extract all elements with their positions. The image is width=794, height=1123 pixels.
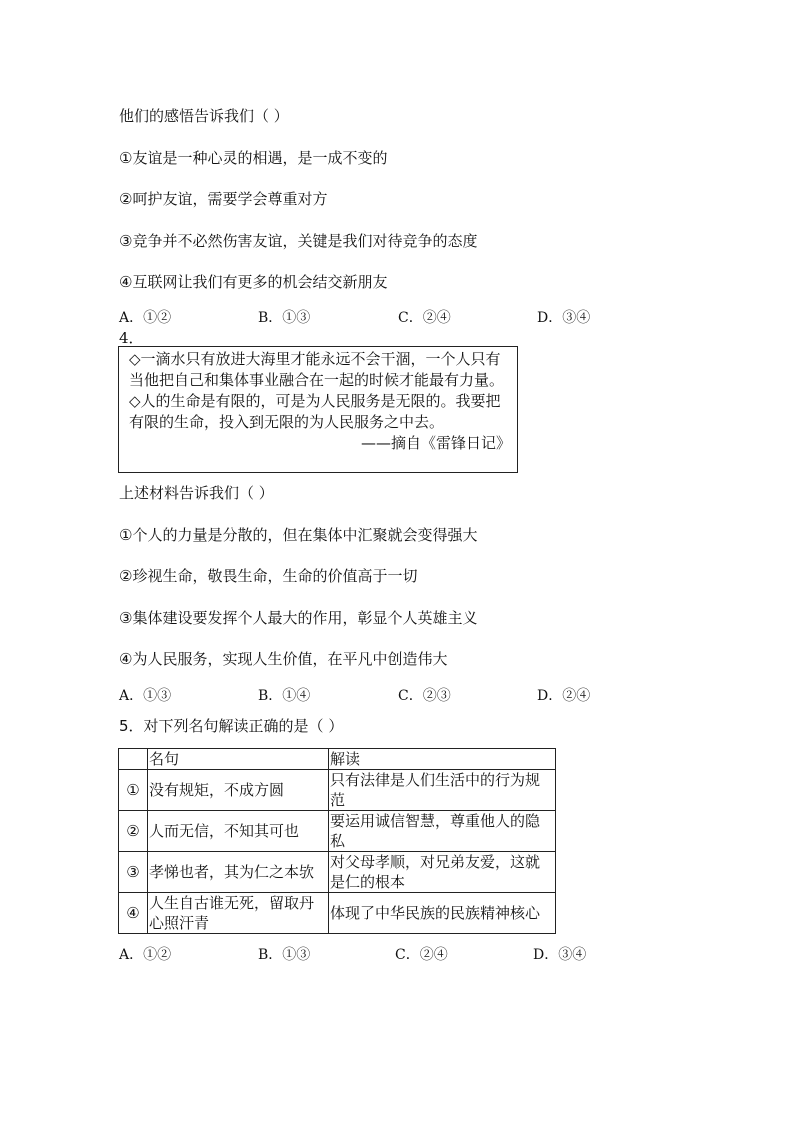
q4-number: 4． (119, 329, 144, 347)
q4-statement-1: ①个人的力量是分散的，但在集体中汇聚就会变得强大 (119, 526, 478, 544)
table-header-cell: 名句 (148, 749, 329, 770)
table-cell: ① (119, 770, 148, 811)
q3-option-b[interactable]: B．①③ (258, 310, 311, 326)
q5-option-d[interactable]: D．③④ (533, 947, 587, 963)
q4-statement-2: ②珍视生命，敬畏生命，生命的价值高于一切 (119, 567, 418, 585)
q4-material-box (118, 346, 518, 473)
q5-option-a[interactable]: A．①② (119, 947, 172, 963)
table-header-cell: 解读 (329, 749, 556, 770)
table-cell: 人而无信，不知其可也 (148, 811, 329, 852)
q4-statement-3: ③集体建设要发挥个人最大的作用，彰显个人英雄主义 (119, 609, 478, 627)
table-header-cell (119, 749, 148, 770)
q5-stem: 5．对下列名句解读正确的是（ ） (119, 717, 344, 735)
q4-option-a[interactable]: A．①③ (119, 688, 172, 704)
table-cell: ④ (119, 893, 148, 934)
table-cell: 要运用诚信智慧，尊重他人的隐私 (329, 811, 556, 852)
table-cell: ② (119, 811, 148, 852)
q4-option-d[interactable]: D．②④ (537, 688, 591, 704)
q3-statement-2: ②呵护友谊，需要学会尊重对方 (119, 190, 328, 208)
table-row (119, 811, 556, 852)
table-cell: 体现了中华民族的民族精神核心 (329, 893, 556, 934)
q3-option-c[interactable]: C．②④ (398, 310, 451, 326)
q4-statement-4: ④为人民服务，实现人生价值，在平凡中创造伟大 (119, 650, 448, 668)
table-cell: 对父母孝顺，对兄弟友爱，这就是仁的根本 (329, 852, 556, 893)
q3-stem: 他们的感悟告诉我们（ ） (119, 107, 289, 125)
table-cell: ③ (119, 852, 148, 893)
table-row (119, 852, 556, 893)
table-row (119, 893, 556, 934)
q3-statement-4: ④互联网让我们有更多的机会结交新朋友 (119, 273, 388, 291)
q4-material-2: ◇人的生命是有限的，可是为人民服务是无限的。我要把有限的生命，投入到无限的为人民服务之中去。 (129, 392, 501, 431)
table-row (119, 770, 556, 811)
q3-options (119, 307, 639, 327)
q4-source: ——摘自《雷锋日记》 (360, 434, 511, 452)
q3-option-d[interactable]: D．③④ (537, 310, 591, 326)
table-cell: 没有规矩，不成方圆 (148, 770, 329, 811)
q4-stem: 上述材料告诉我们（ ） (119, 484, 274, 502)
q5-option-c[interactable]: C．②④ (395, 947, 448, 963)
q5-option-b[interactable]: B．①③ (258, 947, 311, 963)
q5-table (118, 748, 556, 934)
q3-statement-3: ③竞争并不必然伤害友谊，关键是我们对待竞争的态度 (119, 232, 478, 250)
table-header-row (119, 749, 556, 770)
q4-option-c[interactable]: C．②③ (398, 688, 451, 704)
q4-option-b[interactable]: B．①④ (258, 688, 311, 704)
q3-statement-1: ①友谊是一种心灵的相遇，是一成不变的 (119, 149, 388, 167)
q5-options (119, 944, 639, 964)
table-cell: 人生自古谁无死，留取丹心照汗青 (148, 893, 329, 934)
table-cell: 只有法律是人们生活中的行为规范 (329, 770, 556, 811)
q4-material-1: ◇一滴水只有放进大海里才能永远不会干涸，一个人只有当他把自己和集体事业融合在一起的时候才能最有力量。 (129, 350, 505, 389)
q4-options (119, 685, 639, 705)
table-cell: 孝悌也者，其为仁之本欤 (148, 852, 329, 893)
q3-option-a[interactable]: A．①② (119, 310, 172, 326)
